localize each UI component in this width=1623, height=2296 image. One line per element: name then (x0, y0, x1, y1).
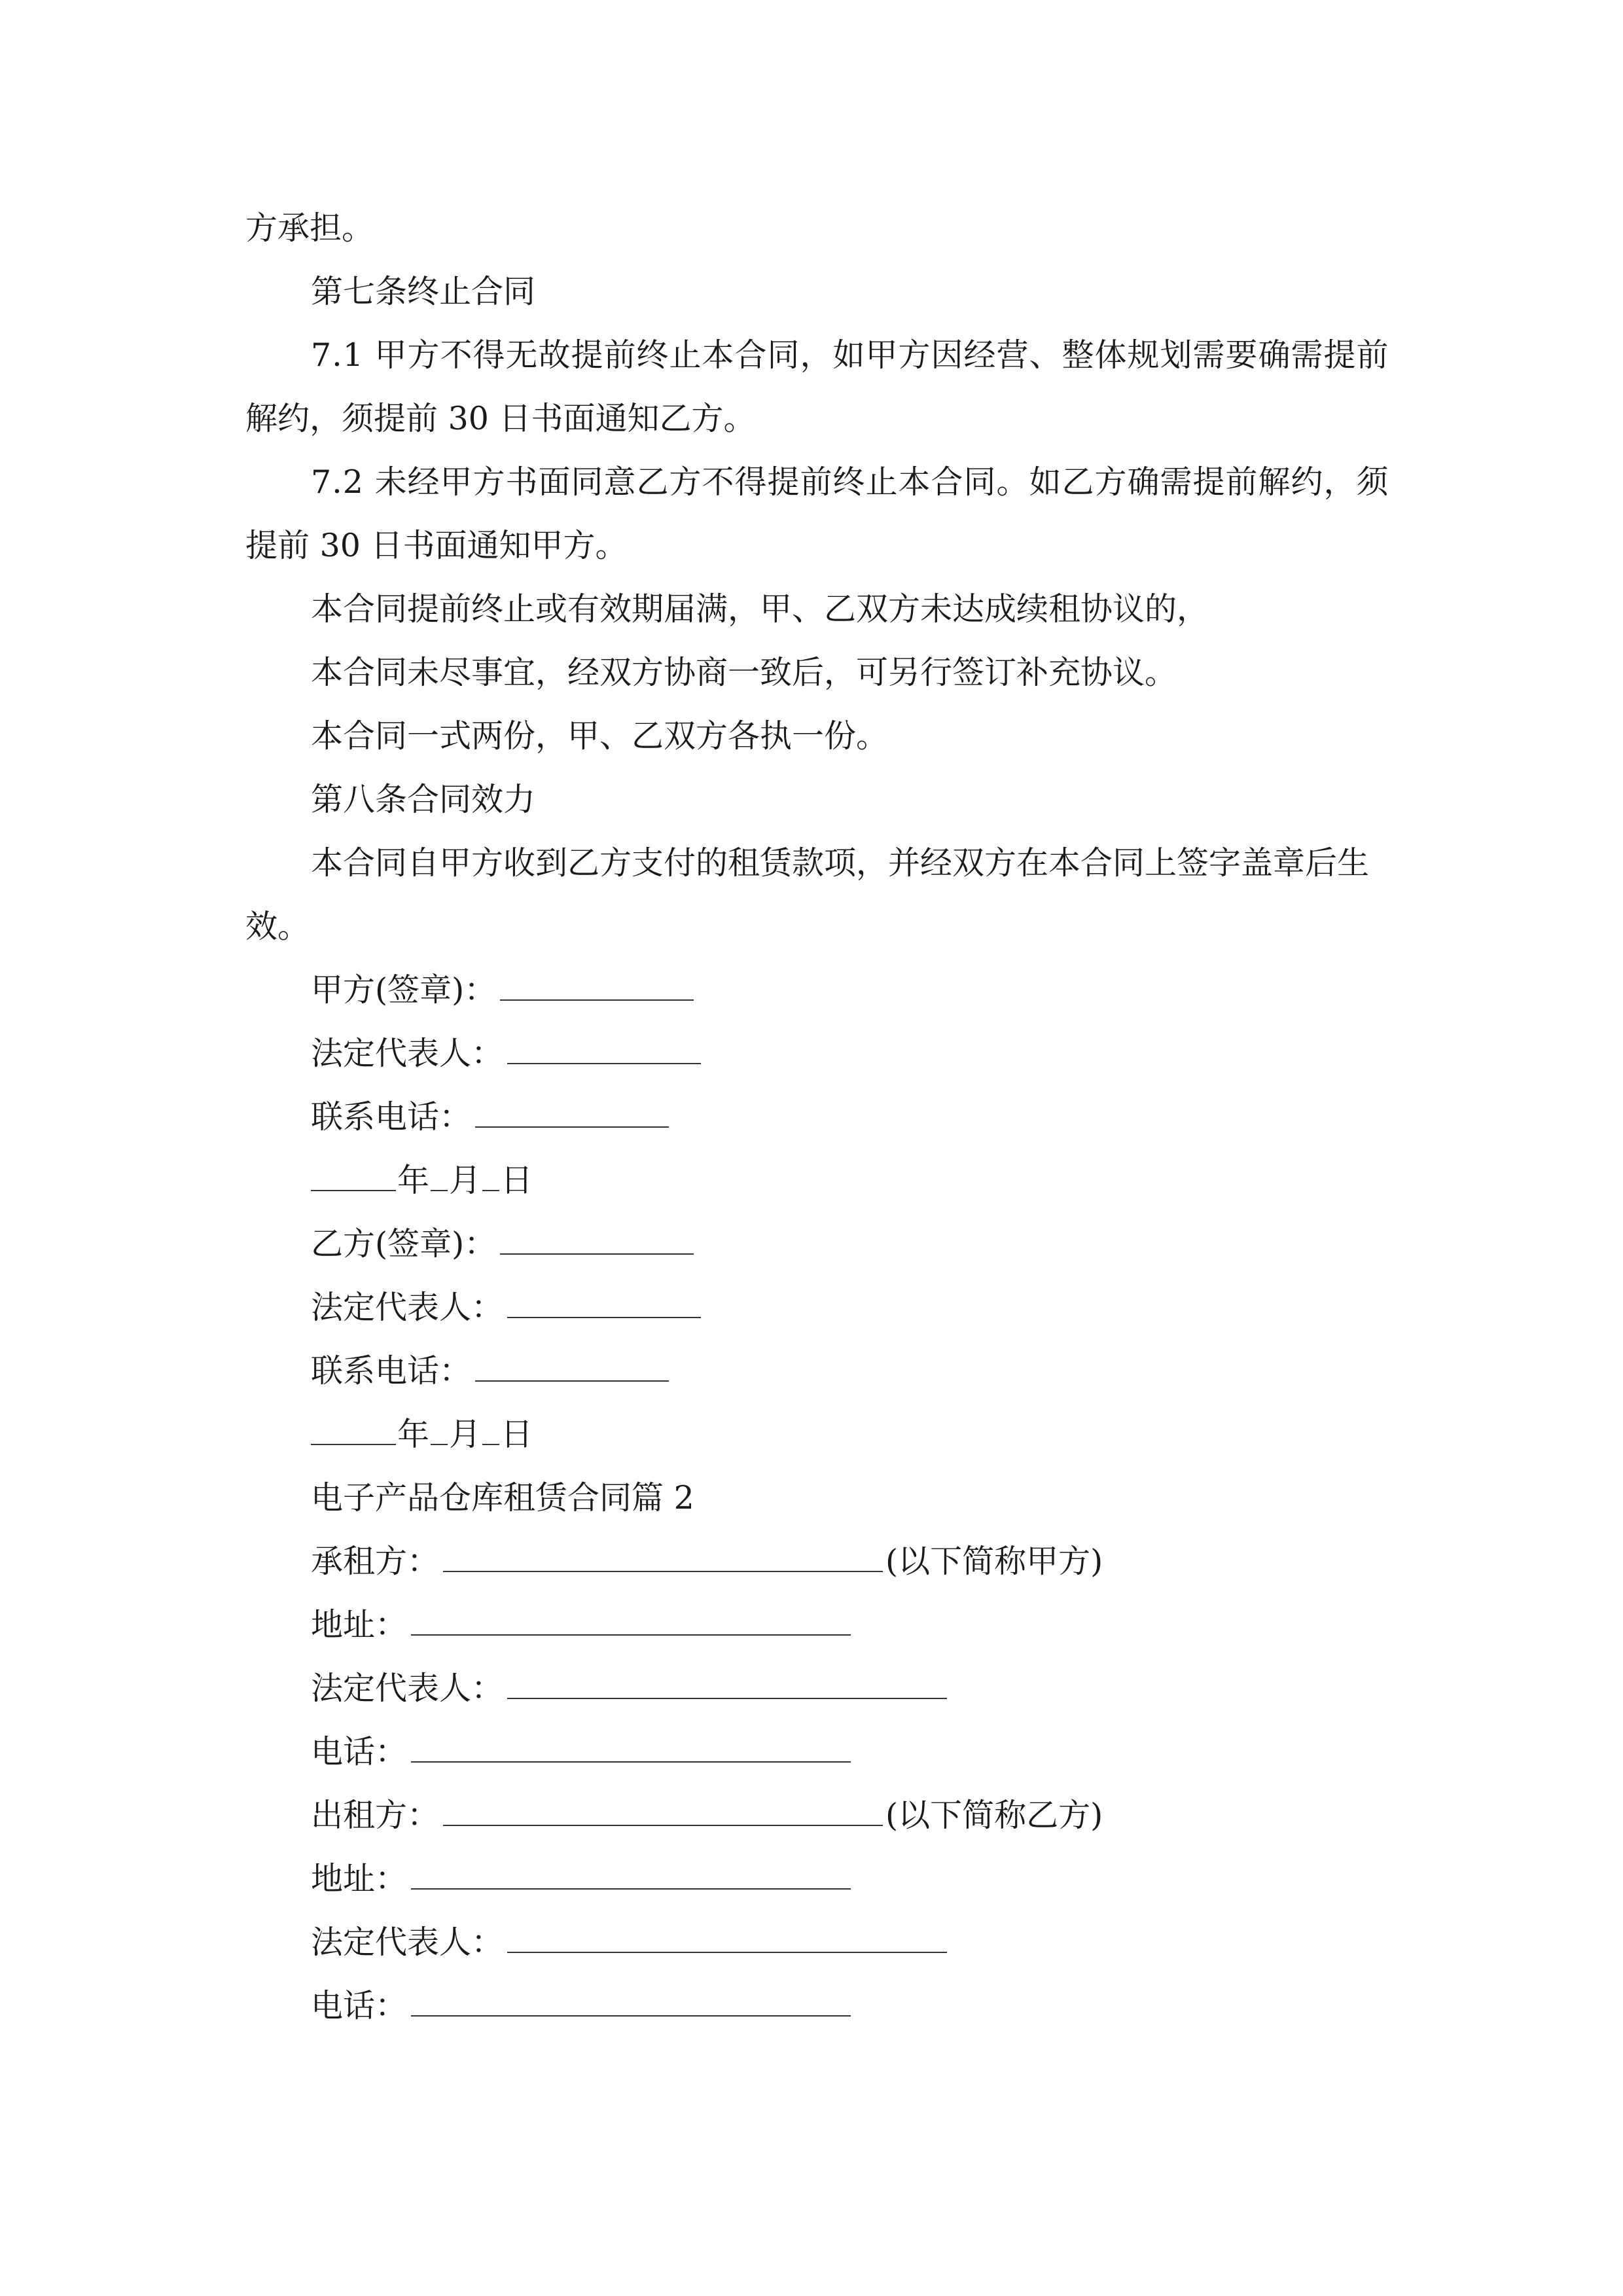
lessor-name-field[interactable] (443, 1799, 883, 1826)
lessor-address-field[interactable] (411, 1862, 851, 1890)
party-a-sign-row: 甲方(签章)： (311, 958, 696, 1022)
paragraph-supplement: 本合同未尽事宜，经双方协商一致后，可另行签订补充协议。 (311, 654, 1177, 691)
lessor-phone-field[interactable] (411, 1989, 851, 2017)
lessee-legal-rep-field[interactable] (507, 1672, 947, 1699)
lessee-name-field[interactable] (443, 1545, 883, 1572)
clause-7-1-line-2: 解约，须提前 30 日书面通知乙方。 (245, 400, 756, 437)
lessor-phone-row: 电话： (311, 1974, 853, 2037)
lessor-row: 出租方： (以下简称乙方) (311, 1797, 1103, 1834)
party-b-day-field[interactable] (482, 1418, 499, 1445)
clause-7-2-line-1: 7.2 未经甲方书面同意乙方不得提前终止本合同。如乙方确需提前解约，须 (311, 463, 1389, 501)
contract-2-title: 电子产品仓库租赁合同篇 2 (311, 1479, 694, 1516)
lessee-row: 承租方： (以下简称甲方) (311, 1543, 1103, 1580)
article-8-line-2: 效。 (245, 908, 310, 945)
party-b-month-field[interactable] (431, 1418, 448, 1445)
party-a-day-field[interactable] (482, 1164, 499, 1191)
party-a-legal-rep-field[interactable] (507, 1037, 701, 1064)
paragraph-continuation: 方承担。 (245, 209, 374, 247)
party-a-phone-row: 联系电话： (311, 1085, 671, 1149)
paragraph-expiry: 本合同提前终止或有效期届满，甲、乙双方未达成续租协议的， (311, 590, 1209, 628)
party-b-phone-field[interactable] (475, 1354, 669, 1382)
paragraph-copies: 本合同一式两份，甲、乙双方各执一份。 (311, 717, 889, 755)
party-b-legal-rep-row: 法定代表人： (311, 1276, 704, 1339)
party-a-month-field[interactable] (431, 1164, 448, 1191)
lessor-legal-rep-row: 法定代表人： (311, 1910, 950, 1974)
party-b-legal-rep-field[interactable] (507, 1291, 701, 1318)
lessee-address-field[interactable] (411, 1608, 851, 1636)
clause-7-1-line-1: 7.1 甲方不得无故提前终止本合同，如甲方因经营、整体规划需要确需提前 (311, 336, 1389, 374)
lessee-address-row: 地址： (311, 1593, 853, 1657)
lessor-legal-rep-field[interactable] (507, 1926, 947, 1953)
article-8-line-1: 本合同自甲方收到乙方支付的租赁款项，并经双方在本合同上签字盖章后生 (311, 844, 1370, 882)
article-8-title: 第八条合同效力 (311, 781, 536, 818)
lessor-address-row: 地址： (311, 1847, 853, 1910)
party-b-phone-row: 联系电话： (311, 1339, 671, 1403)
lessee-legal-rep-row: 法定代表人： (311, 1657, 950, 1720)
article-7-title: 第七条终止合同 (311, 273, 536, 310)
lessee-phone-row: 电话： (311, 1720, 853, 1784)
party-a-date-row: 年 月 日 (311, 1149, 533, 1212)
party-b-sign-field[interactable] (500, 1227, 694, 1255)
party-b-sign-row: 乙方(签章)： (311, 1212, 696, 1276)
party-a-sign-field[interactable] (500, 973, 694, 1001)
clause-7-2-line-2: 提前 30 日书面通知甲方。 (245, 527, 628, 564)
party-a-year-field[interactable] (311, 1164, 396, 1191)
party-a-phone-field[interactable] (475, 1100, 669, 1128)
party-b-date-row: 年 月 日 (311, 1403, 533, 1466)
party-a-legal-rep-row: 法定代表人： (311, 1022, 704, 1085)
party-b-year-field[interactable] (311, 1418, 396, 1445)
lessee-phone-field[interactable] (411, 1735, 851, 1763)
